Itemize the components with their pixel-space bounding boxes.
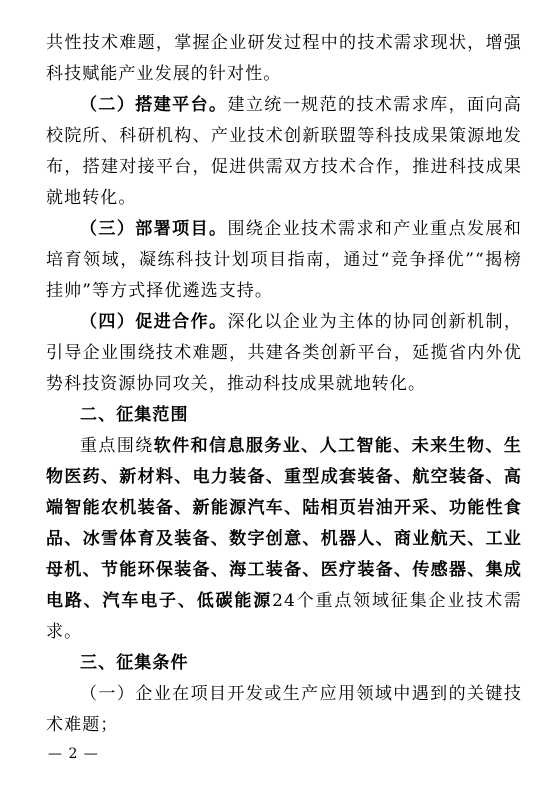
section-label-promote-cooperation: （四）促进合作。 [80,312,228,332]
section-text-promote-cooperation: 深化以企业为主体的协同创新机制，引导企业围绕技术难题，共建各类创新平台，延揽省内外优势科技资源协同攻关，推动科技成果就地转化。 [46,312,522,394]
heading-collection-scope: 二、征集范围 [80,405,189,425]
scope-fields-list: 软件和信息服务业、人工智能、未来生物、生物医药、新材料、电力装备、重型成套装备、航空装备、高端智能农机装备、新能源汽车、陆相页岩油开采、功能性食品、冰雪体育及装备、数字创意、机器人、商业航天、工业母机、节能环保装备、海工装备、医疗装备、传感器、集成电路、汽车电子、低碳能源 [46,436,523,611]
paragraph-promote-cooperation [46,307,522,400]
section-label-build-platform: （二）搭建平台。 [80,95,228,115]
section-text-build-platform: 建立统一规范的技术需求库，面向高校院所、科研机构、产业技术创新联盟等科技成果策源地发布，搭建对接平台，促进供需双方技术合作，推进科技成果就地转化。 [46,95,522,208]
section-text-deploy-projects: 围绕企业技术需求和产业重点发展和培育领域，凝练科技计划项目指南，通过“竞争择优”“揭榜挂帅”等方式择优遴选支持。 [46,219,522,301]
paragraph-build-platform [46,90,522,214]
document-body [46,28,522,741]
paragraph-collection-scope [46,431,522,648]
page-number: — 2 — [48,746,99,762]
paragraph-intro-continuation: 共性技术难题，掌握企业研发过程中的技术需求现状，增强科技赋能产业发展的针对性。 [46,33,522,84]
scope-suffix: 24个重点领域征集企业技术需求。 [46,591,523,642]
paragraph-deploy-projects [46,214,522,307]
heading-collection-conditions: 三、征集条件 [80,653,189,673]
paragraph-condition-one: （一）企业在项目开发或生产应用领域中遇到的关键技术难题； [46,684,522,735]
section-label-deploy-projects: （三）部署项目。 [80,219,228,239]
scope-prefix: 重点围绕 [80,436,154,456]
